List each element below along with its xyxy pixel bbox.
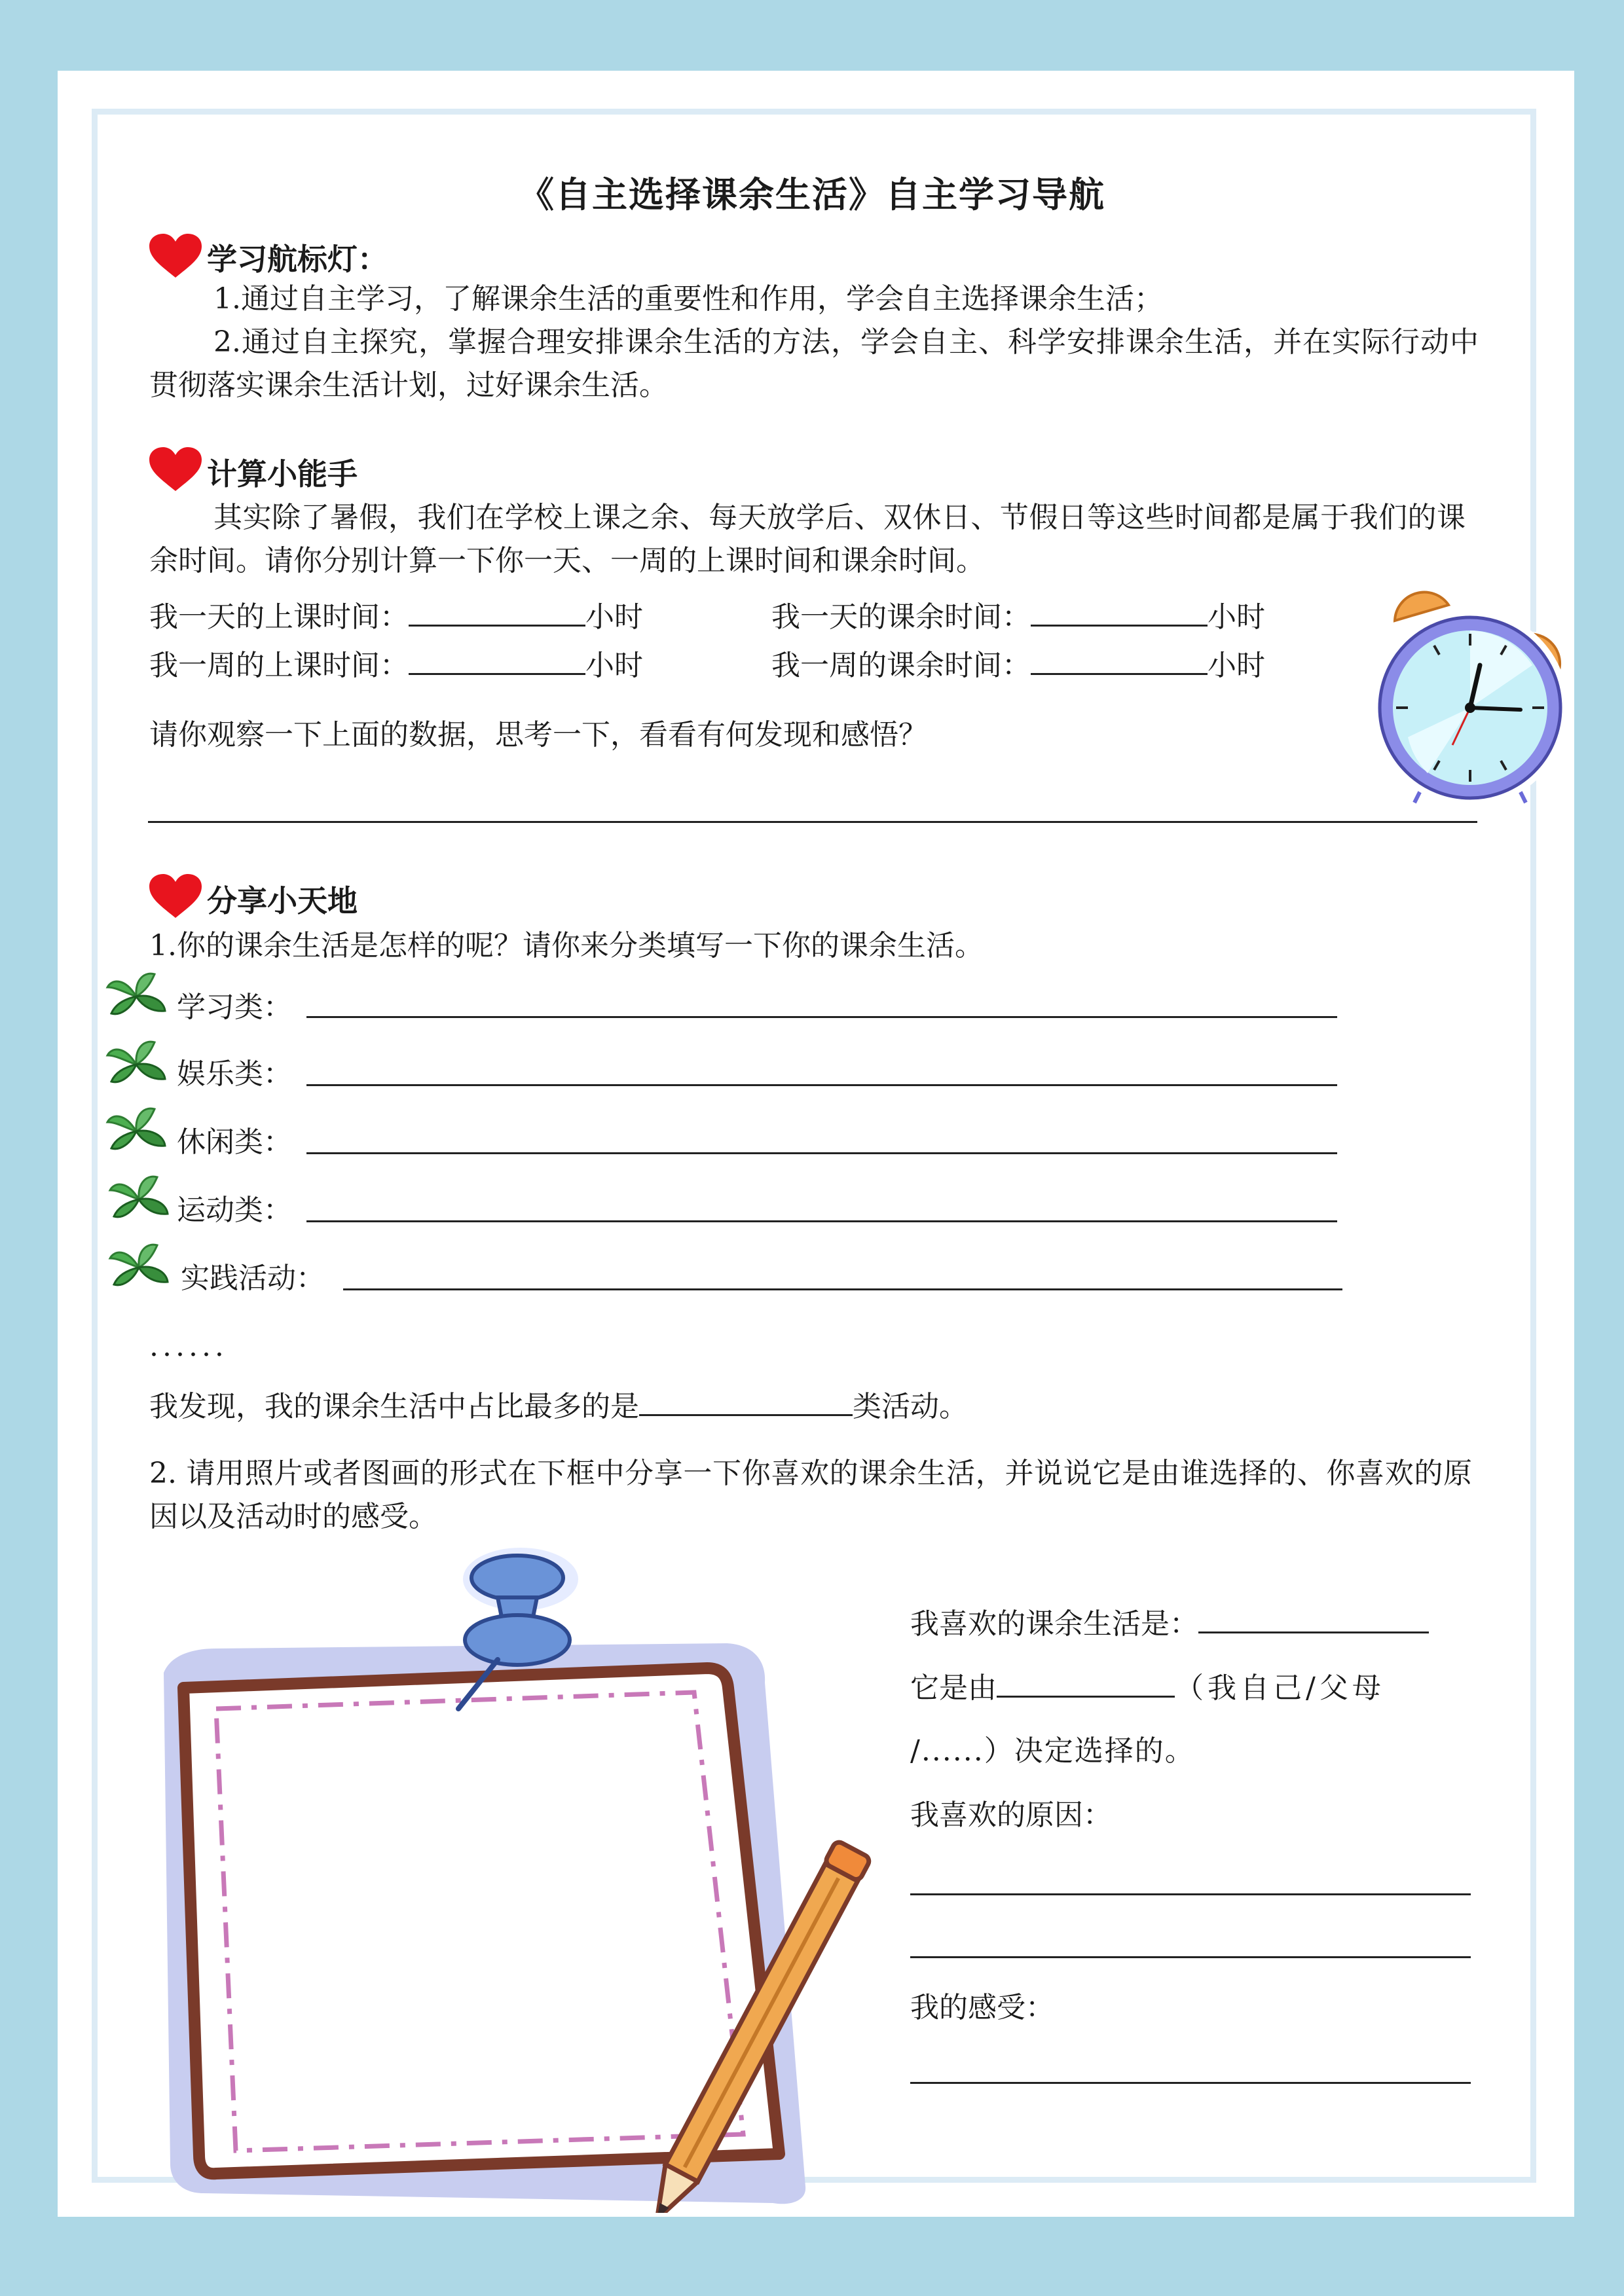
category-label: 实践活动： <box>181 1262 325 1295</box>
chosen-by-field <box>910 1666 1385 1710</box>
goal-item-1: 1.通过自主学习，了解课余生活的重要性和作用，学会自主选择课余生活； <box>213 282 1163 316</box>
share-question-2: 2. 请用照片或者图画的形式在下框中分享一下你喜欢的课余生活，并说说它是由谁选择的、你喜欢的原因以及活动时的感受。 <box>149 1457 1472 1533</box>
category-answer-line[interactable] <box>306 1016 1337 1018</box>
finding-prefix: 我发现，我的课余生活中占比最多的是 <box>149 1390 639 1423</box>
ellipsis: ...... <box>149 1330 228 1363</box>
heart-icon <box>148 446 203 492</box>
category-label: 娱乐类： <box>177 1057 292 1091</box>
share-question-1: 1.你的课余生活是怎样的呢？请你来分类填写一下你的课余生活。 <box>149 929 984 962</box>
page-title: 《自主选择课余生活》自主学习导航 <box>519 173 1105 215</box>
field-week-class-time <box>149 643 643 687</box>
category-label: 学习类： <box>177 991 292 1024</box>
blank-input[interactable] <box>1031 594 1208 627</box>
leaf-icon <box>105 970 168 1023</box>
note-paper-illustration <box>144 1545 891 2213</box>
field-day-class-time <box>149 594 643 639</box>
leaf-icon <box>105 1105 168 1157</box>
field-label: 我一周的上课时间： <box>149 649 409 682</box>
leaf-icon <box>107 1241 170 1294</box>
leaf-icon <box>105 1038 168 1091</box>
field-week-free-time <box>771 643 1265 687</box>
unit: 小时 <box>585 600 643 634</box>
favorite-label: 我喜欢的课余生活是： <box>910 1607 1198 1641</box>
field-day-free-time <box>771 594 1265 639</box>
alarm-clock-icon <box>1369 574 1578 822</box>
category-label: 运动类： <box>177 1194 292 1227</box>
reflection-question: 请你观察一下上面的数据，思考一下，看看有何发现和感悟？ <box>149 718 927 752</box>
unit: 小时 <box>585 649 643 682</box>
category-label: 休闲类： <box>177 1125 292 1159</box>
finding-suffix: 类活动。 <box>853 1390 968 1423</box>
blank-input[interactable] <box>639 1384 853 1416</box>
reason-answer-line-1[interactable] <box>910 1893 1471 1895</box>
unit: 小时 <box>1208 649 1265 682</box>
field-label: 我一天的课余时间： <box>771 600 1031 634</box>
unit: 小时 <box>1208 600 1265 634</box>
category-answer-line[interactable] <box>306 1220 1337 1222</box>
answer-line[interactable] <box>148 821 1477 823</box>
category-answer-line[interactable] <box>306 1084 1337 1086</box>
blank-input[interactable] <box>409 643 585 675</box>
heart-icon <box>148 233 203 279</box>
finding-sentence <box>149 1384 968 1429</box>
reason-answer-line-2[interactable] <box>910 1956 1471 1958</box>
goal-item-2: 2.通过自主探究，掌握合理安排课余生活的方法，学会自主、科学安排课余生活，并在实际行动中贯彻落实课余生活计划，过好课余生活。 <box>149 325 1479 402</box>
blank-input[interactable] <box>1031 643 1208 675</box>
section2-heading: 计算小能手 <box>207 456 358 492</box>
chosen-prefix: 它是由 <box>910 1671 997 1705</box>
feeling-label: 我的感受： <box>910 1991 1054 2024</box>
field-label: 我一周的课余时间： <box>771 649 1031 682</box>
chosen-suffix: /......）决定选择的。 <box>910 1734 1195 1768</box>
blank-input[interactable] <box>997 1666 1175 1698</box>
feeling-answer-line[interactable] <box>910 2082 1471 2084</box>
category-answer-line[interactable] <box>343 1288 1342 1290</box>
field-label: 我一天的上课时间： <box>149 600 409 634</box>
chosen-options: （我自己/父母 <box>1175 1671 1385 1705</box>
section1-heading: 学习航标灯： <box>207 242 388 277</box>
blank-input[interactable] <box>1198 1601 1429 1633</box>
category-answer-line[interactable] <box>306 1152 1337 1154</box>
calc-intro: 其实除了暑假，我们在学校上课之余、每天放学后、双休日、节假日等这些时间都是属于我们的课余时间。请你分别计算一下你一天、一周的上课时间和课余时间。 <box>149 501 1466 577</box>
blank-input[interactable] <box>409 594 585 627</box>
section3-heading: 分享小天地 <box>207 883 358 919</box>
leaf-icon <box>107 1173 170 1226</box>
heart-icon <box>148 873 203 919</box>
favorite-activity-field <box>910 1601 1429 1646</box>
reason-label: 我喜欢的原因： <box>910 1798 1112 1832</box>
